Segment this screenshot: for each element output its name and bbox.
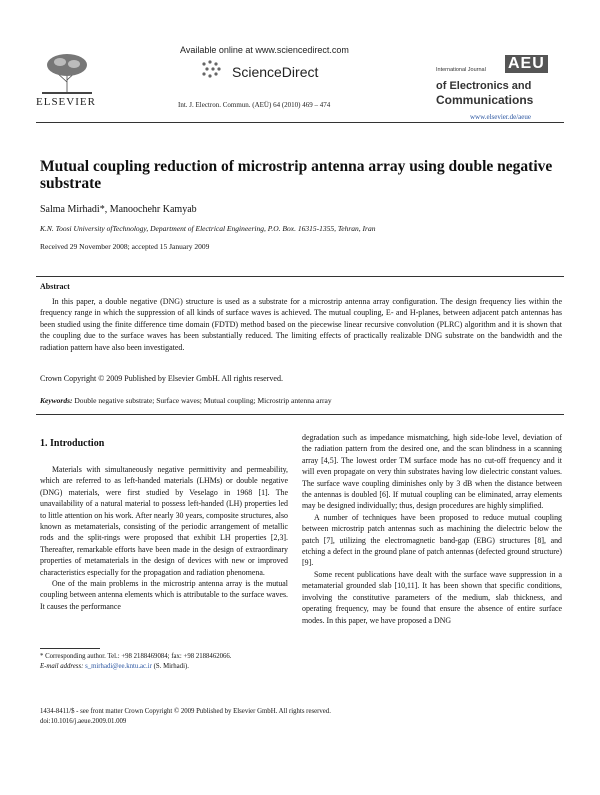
email-line bbox=[40, 662, 288, 672]
intro-paragraph-2: One of the main problems in the microstrip antenna array is the mutual coupling between antenna elements which is attributable to the surface waves. It causes the performance bbox=[40, 579, 288, 611]
email-link[interactable]: s_mirhadi@ee.kntu.ac.ir bbox=[85, 663, 152, 670]
corresponding-author-note: * Corresponding author. Tel.: +98 2188469084; fax: +98 2188462066. bbox=[40, 653, 232, 660]
journal-citation: Int. J. Electron. Commun. (AEÜ) 64 (2010) 469 – 474 bbox=[178, 101, 331, 109]
abstract-top-divider bbox=[36, 276, 564, 277]
aeu-intl-journal-text: International Journal bbox=[436, 67, 486, 73]
sciencedirect-wordmark: ScienceDirect bbox=[232, 64, 319, 80]
intro-paragraph-5: Some recent publications have dealt with the surface wave suppression in a metamaterial grounded slab [10,11]. It has been shown that specific conditions, involving the constitutive parameters of the medium, slab thickness, and operating frequency, may be found that ensure the absence of entire surface modes. In this paper, we have proposed a DNG bbox=[302, 569, 562, 625]
elsevier-tree-logo-icon bbox=[38, 52, 96, 96]
article-authors: Salma Mirhadi*, Manoochehr Kamyab bbox=[40, 204, 197, 215]
elsevier-wordmark: ELSEVIER bbox=[36, 96, 96, 108]
doi-line: doi:10.1016/j.aeue.2009.01.009 bbox=[40, 718, 127, 725]
abstract-heading: Abstract bbox=[40, 282, 70, 291]
intro-paragraph-3: degradation such as impedance mismatching, high side-lobe level, deviation of the radiation pattern from the desired one, and the scan blindness in a scanning array [4,5]. The lowest order TM surface mode has no cut-off frequency and it will even propagate on very thin substrates having low dielectric constant values. The surface wave coupling diminishes only by 3 dB when the distance between the antennas is doubled [6]. If mutual coupling can be eliminated, array elements may be designed individually; thus, design procedures are highly simplified. bbox=[302, 433, 562, 511]
intro-paragraph-4: A number of techniques have been proposed to reduce mutual coupling between microstrip patch antennas such as machining the dielectric below the patch [7], utilizing the electromagnetic band-gap (EBG) structures [8], and etching a defect in the ground plane of patch antennas (defected ground structure) [9]. bbox=[302, 512, 562, 568]
article-title: Mutual coupling reduction of microstrip antenna array using double negative substrate bbox=[40, 158, 553, 192]
intro-paragraph-1: Materials with simultaneously negative permittivity and permeability, which are referred to as left-handed materials (LHMs) or double negative (DNG) materials, were first studied by Veselago in 1968 [1]. The unavailability of a natural material to possess left-handed (LH) properties led to little attention on his work. After nearly 30 years, composite structures, also known as metamaterials, consisting of the periodic arrangement of metallic rods and the split-rings were proposed that exhibit LH properties [2,3]. Thereafter, remarkable efforts have been made in the design of extraordinary properties of metamaterials in the design of devices with new or improved characteristics especially for the propagation and radiation phenomena. bbox=[40, 465, 288, 577]
email-name: (S. Mirhadi). bbox=[153, 663, 189, 670]
aeu-logo: AEU bbox=[505, 55, 548, 73]
keywords-label: Keywords: bbox=[40, 396, 73, 405]
abstract-text: In this paper, a double negative (DNG) structure is used as a substrate for a microstrip antenna array configuration. The design frequency lies within the frequency range in which the suppression of all kinds of surface waves is achieved. The mutual coupling, E- and H-planes, between adjacent patch antennas has been studied using the finite difference time domain (FDTD) method based on the piecewise linear recursive convolution (PLRC) algorithm and it is shown that the coupling due to the surface waves has been substantially reduced. The limiting effects of practically realizable DNG substrate on the bandwidth and the radiation pattern have also been investigated. bbox=[40, 297, 562, 352]
section-heading-introduction: 1. Introduction bbox=[40, 438, 105, 449]
keywords-list: Double negative substrate; Surface waves; Mutual coupling; Microstrip antenna array bbox=[74, 396, 332, 405]
keywords-line bbox=[40, 396, 332, 405]
body-column-left bbox=[40, 464, 288, 612]
journal-url-link[interactable]: www.elsevier.de/aeue bbox=[470, 113, 531, 121]
email-label: E-mail address: bbox=[40, 663, 84, 670]
footnote bbox=[40, 652, 288, 672]
abstract-bottom-divider bbox=[36, 414, 564, 415]
footnote-divider bbox=[40, 648, 100, 649]
bottom-matter bbox=[40, 707, 331, 727]
abstract-copyright: Crown Copyright © 2009 Published by Elsevier GmbH. All rights reserved. bbox=[40, 374, 283, 383]
received-dates: Received 29 November 2008; accepted 15 January 2009 bbox=[40, 242, 210, 251]
issn-line: 1434-8411/$ - see front matter Crown Copyright © 2009 Published by Elsevier GmbH. All rights reserved. bbox=[40, 708, 331, 715]
available-online-text: Available online at www.sciencedirect.com bbox=[180, 45, 349, 55]
header-divider bbox=[36, 122, 564, 123]
body-column-right bbox=[302, 432, 562, 626]
author-affiliation: K.N. Toosi University ofTechnology, Department of Electrical Engineering, P.O. Box. 16315-1355, Tehran, Iran bbox=[40, 224, 376, 233]
aeu-title-line1: of Electronics and bbox=[436, 80, 532, 92]
aeu-title-line2: Communications bbox=[436, 93, 534, 107]
